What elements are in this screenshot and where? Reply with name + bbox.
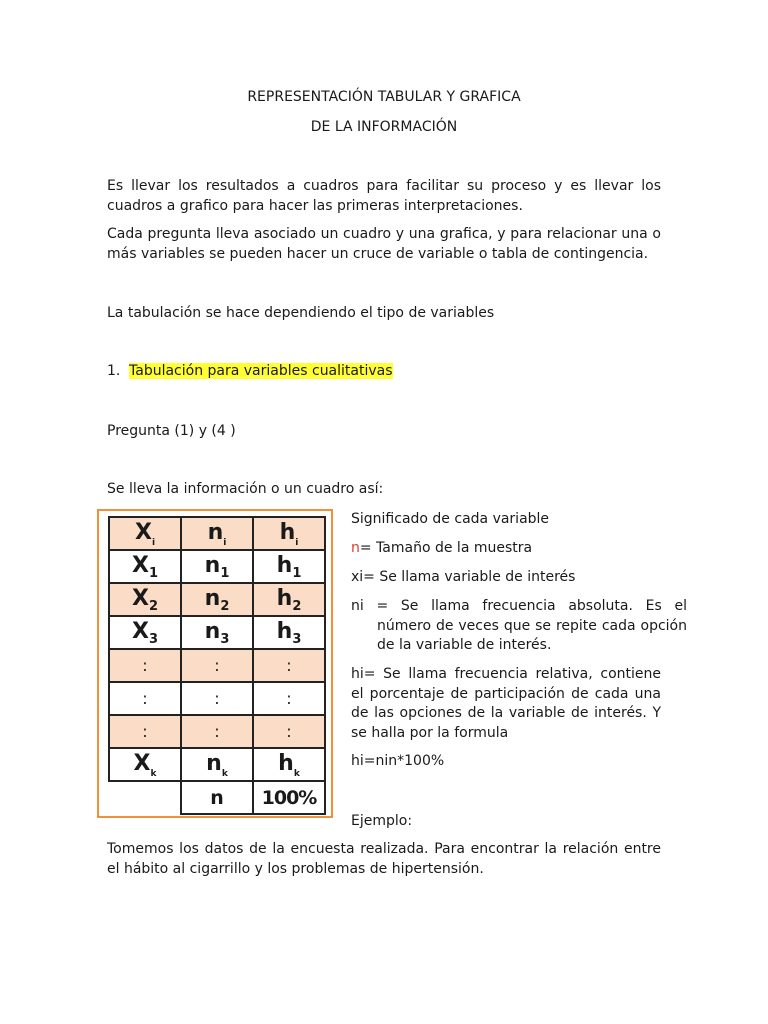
subscript: 3: [148, 631, 158, 647]
cell-n: [181, 616, 253, 649]
cell-h: :: [253, 715, 325, 748]
example-label: Ejemplo:: [351, 813, 413, 829]
formula: hi=nin*100%: [351, 753, 445, 769]
meaning-xi: xi= Se llama variable de interés: [351, 569, 576, 585]
total-percent: 100%: [253, 781, 325, 814]
table-row: [109, 682, 325, 715]
table-row: [109, 649, 325, 682]
cell-x: :: [109, 649, 181, 682]
symbol: h: [276, 618, 293, 644]
cell-h: :: [253, 682, 325, 715]
list-item-text: Tabulación para variables cualitativas: [129, 363, 393, 379]
subscript: 2: [148, 598, 158, 614]
total-n: n: [181, 781, 253, 814]
cell-h: [253, 748, 325, 781]
table-row: [109, 748, 325, 781]
cell-h: [253, 550, 325, 583]
subscript: 1: [292, 565, 302, 581]
subscript: k: [150, 768, 157, 779]
symbol: X: [131, 618, 149, 644]
cell-n: :: [181, 682, 253, 715]
paragraph-1: Es llevar los resultados a cuadros para facilitar su proceso y es llevar los cuadros a grafico para hacer las primeras interpretaciones.: [107, 178, 661, 214]
symbol: n: [204, 618, 221, 644]
cell-h: [253, 583, 325, 616]
subscript: 3: [292, 631, 302, 647]
cell-n: :: [181, 715, 253, 748]
cell-h: [253, 517, 325, 550]
cell-n: [181, 583, 253, 616]
cell-x: :: [109, 715, 181, 748]
subscript: 3: [220, 631, 230, 647]
table-row: [109, 550, 325, 583]
table-row: [109, 583, 325, 616]
symbol: X: [131, 585, 149, 611]
subscript: i: [223, 537, 227, 548]
symbol: n: [204, 585, 221, 611]
cell-x: [109, 748, 181, 781]
subscript: i: [295, 537, 299, 548]
meaning-n-letter: n: [351, 540, 360, 556]
table-intro: Se lleva la información o un cuadro así:: [107, 481, 384, 497]
meaning-ni: ni = Se llama frecuencia absoluta. Es el número de veces que se repite cada opción de la variable de interés.: [351, 598, 687, 653]
subscript: 1: [220, 565, 230, 581]
symbol: h: [276, 585, 293, 611]
closing-paragraph: Tomemos los datos de la encuesta realizada. Para encontrar la relación entre el hábito al cigarrillo y los problemas de hipertensión.: [107, 841, 661, 877]
subscript: k: [293, 768, 300, 779]
table-row: [109, 616, 325, 649]
table-row: [109, 715, 325, 748]
question-line: Pregunta (1) y (4 ): [107, 423, 236, 439]
paragraph-2: Cada pregunta lleva asociado un cuadro y una grafica, y para relacionar una o más variables se pueden hacer un cruce de variable o tabla de contingencia.: [107, 226, 661, 262]
table-total-row: [109, 781, 325, 814]
list-number: 1.: [107, 363, 121, 379]
symbol: X: [131, 552, 149, 578]
cell-x: [109, 616, 181, 649]
cell-n: [181, 517, 253, 550]
cell-n: :: [181, 649, 253, 682]
symbol: n: [204, 552, 221, 578]
cell-blank: [109, 781, 181, 814]
symbol: h: [278, 750, 294, 776]
frequency-table: [108, 516, 326, 815]
subscript: i: [151, 537, 156, 548]
subscript: k: [221, 768, 228, 779]
symbol: X: [134, 519, 152, 545]
meaning-n: [351, 539, 661, 559]
symbol: X: [133, 750, 151, 776]
cell-x: [109, 550, 181, 583]
meaning-hi: hi= Se llama frecuencia relativa, contiene el porcentaje de participación de cada una de las opciones de la variable de interés. Y se halla por la formula: [351, 666, 661, 741]
symbol: n: [206, 750, 222, 776]
subscript: 2: [292, 598, 302, 614]
table-header-row: [109, 517, 325, 550]
list-item: [107, 362, 661, 382]
cell-x: [109, 517, 181, 550]
cell-h: [253, 616, 325, 649]
cell-n: [181, 748, 253, 781]
symbol: n: [207, 519, 224, 545]
cell-h: :: [253, 649, 325, 682]
symbol: h: [276, 552, 293, 578]
paragraph-3: La tabulación se hace dependiendo el tipo de variables: [107, 305, 495, 321]
title-line-1: REPRESENTACIÓN TABULAR Y GRAFICA: [247, 89, 521, 105]
cell-x: :: [109, 682, 181, 715]
symbol: h: [279, 519, 296, 545]
meanings-title: Significado de cada variable: [351, 511, 550, 527]
subscript: 2: [220, 598, 230, 614]
cell-n: [181, 550, 253, 583]
cell-x: [109, 583, 181, 616]
subscript: 1: [148, 565, 158, 581]
meaning-n-text: = Tamaño de la muestra: [359, 540, 533, 556]
title-line-2: DE LA INFORMACIÓN: [310, 119, 458, 135]
